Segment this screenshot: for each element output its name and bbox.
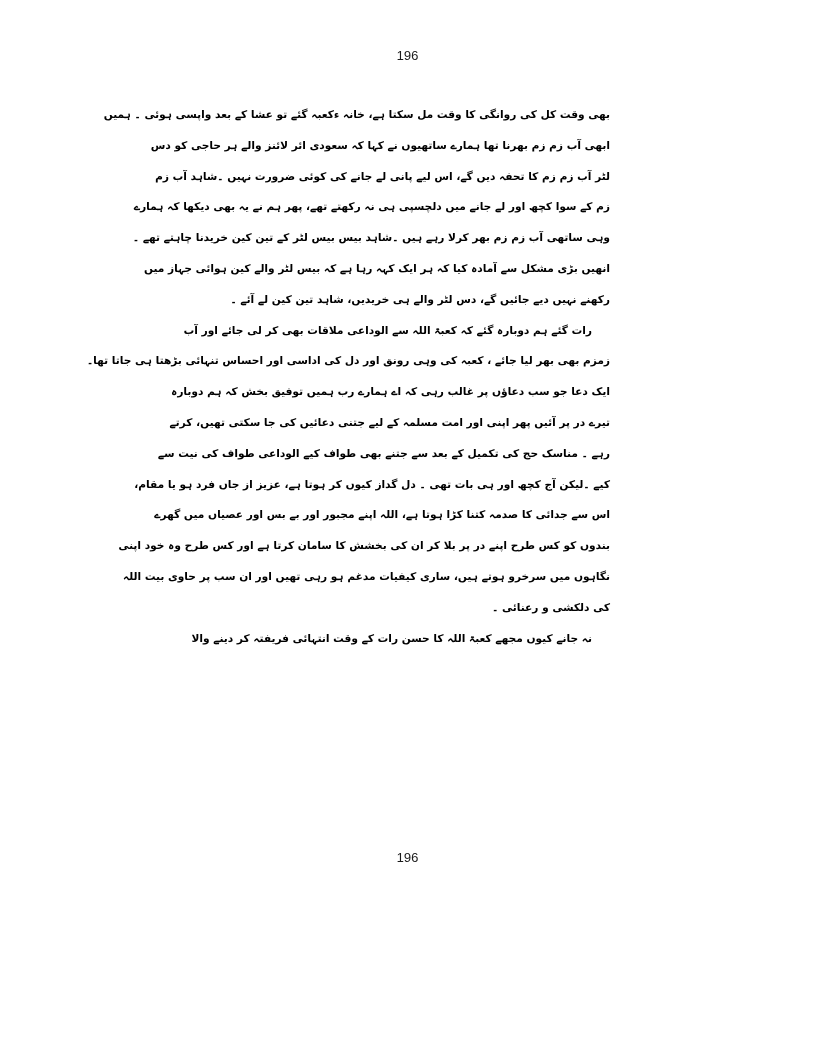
- text-line: انھیں بڑی مشکل سے آمادہ کیا کہ ہر ایک کہہ رہا ہے کہ بیس لٹر والے کین ہوائی جہاز میں: [143, 262, 610, 275]
- text-line: کی دلکشی و رعنائی ۔: [492, 601, 610, 614]
- text-line: نہ جانے کیوں مجھے کعبۃ اللہ کا حسن رات کے وقت انتہائی فریفتہ کر دینے والا: [191, 632, 592, 645]
- text-line: ابھی آب زم زم بھرنا تھا ہمارے ساتھیوں نے کہا کہ سعودی ائر لائنز والے ہر حاجی کو دس: [150, 139, 610, 152]
- text-line: بھی وقت کل کی روانگی کا وقت مل سکتا ہے، خانہ ءکعبہ گئے تو عشا کے بعد واپسی ہوئی ۔ ہمیں: [103, 109, 610, 121]
- text-line: زمزم بھی بھر لیا جائے ، کعبہ کی وہی رونق اور دل کی اداسی اور احساس تنہائی بڑھتا ہی جاتا تھا۔: [86, 355, 610, 368]
- page-number-top: 196: [396, 48, 419, 63]
- text-line: لٹر آب زم زم کا تحفہ دیں گے، اس لیے پانی لے جانے کی کوئی ضرورت نہیں ۔شاہد آب زم: [155, 170, 610, 183]
- text-line: نگاہوں میں سرخرو ہوتے ہیں، ساری کیفیات مدغم ہو رہی تھیں اور ان سب پر حاوی بیت اللہ: [122, 570, 610, 583]
- text-line: وہی ساتھی آب زم زم بھر کرلا رہے ہیں ۔شاہد بیس بیس لٹر کے تین کین خریدنا چاہتے تھے ۔: [132, 232, 610, 245]
- text-line: زم کے سوا کچھ اور لے جانے میں دلچسپی ہی نہ رکھتے تھے، پھر ہم نے یہ بھی دیکھا کہ ہمارے: [133, 201, 610, 214]
- text-line: رکھنے نہیں دیے جائیں گے، دس لٹر والے ہی خریدیں، شاہد تین کین لے آئے ۔: [230, 293, 610, 306]
- page-number-bottom: 196: [396, 850, 419, 865]
- text-line: اس سے جدائی کا صدمہ کتنا کڑا ہوتا ہے، اللہ اپنے مجبور اور بے بس اور عصیاں میں گھرے: [154, 509, 610, 522]
- text-line: رات گئے ہم دوبارہ گئے کہ کعبۃ اللہ سے الوداعی ملاقات بھی کر لی جائے اور آب: [183, 324, 592, 337]
- text-line: ایک دعا جو سب دعاؤں پر غالب رہی کہ اے ہمارے رب ہمیں توفیق بخش کہ ہم دوبارہ: [171, 386, 610, 399]
- body-text: [86, 100, 610, 654]
- text-line: کیے ۔لیکن آج کچھ اور ہی بات تھی ۔ دل گداز کیوں کر ہوتا ہے، عزیز از جاں فرد ہو یا مقام،: [134, 478, 610, 491]
- text-line: رہے ۔ مناسک حج کی تکمیل کے بعد سے جتنے بھی طواف کیے الوداعی طواف کی نیت سے: [157, 447, 610, 460]
- text-line: بندوں کو کس طرح اپنے در پر بلا کر ان کی بخشش کا سامان کرتا ہے اور کس طرح وہ خود اپنی: [118, 540, 610, 553]
- text-line: تیرے در پر آئیں پھر اپنی اور امت مسلمہ کے لیے جتنی دعائیں کی جا سکتی تھیں، کرتے: [169, 416, 610, 429]
